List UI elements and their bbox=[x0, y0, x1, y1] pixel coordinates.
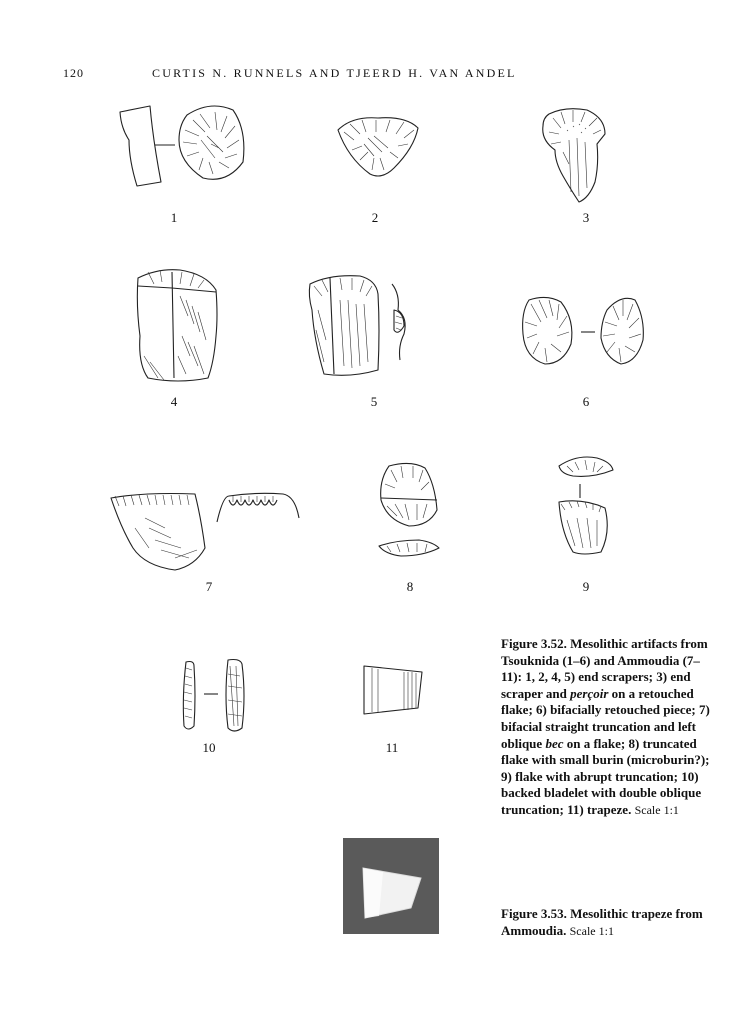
figure-3-53-caption bbox=[501, 906, 711, 939]
artifact-9-drawing bbox=[553, 452, 618, 562]
caption-italic-percoir: perçoir bbox=[570, 685, 609, 701]
artifact-11-label: 11 bbox=[385, 740, 399, 755]
artifact-9-label: 9 bbox=[582, 579, 590, 594]
caption-scale: Scale 1:1 bbox=[634, 802, 679, 817]
caption-353-scale: Scale 1:1 bbox=[569, 923, 614, 938]
trapeze-photo bbox=[343, 838, 439, 934]
page-number: 120 bbox=[63, 66, 84, 80]
artifact-7-label: 7 bbox=[205, 579, 213, 594]
artifact-5-label: 5 bbox=[370, 394, 378, 409]
artifact-2-label: 2 bbox=[371, 210, 379, 225]
caption-tail: on a retouched flake; 6) bifacially retouched piece; 7) bifacial straight truncation and left oblique bbox=[501, 685, 710, 751]
artifact-3-label: 3 bbox=[582, 210, 590, 225]
artifact-6-drawing bbox=[517, 292, 657, 372]
artifact-8-label: 8 bbox=[406, 579, 414, 594]
caption-italic-bec: bec bbox=[545, 735, 564, 751]
figure-3-52-caption bbox=[501, 636, 711, 819]
artifact-10-label: 10 bbox=[202, 740, 216, 755]
artifact-4-drawing bbox=[128, 266, 228, 386]
caption-353-text: Figure 3.53. Mesolithic trapeze from Ammoudia. bbox=[501, 906, 703, 938]
artifact-1-drawing bbox=[115, 100, 275, 195]
artifact-5-drawing bbox=[300, 270, 420, 385]
artifact-8-drawing bbox=[373, 460, 453, 562]
caption-end: on a flake; 8) truncated flake with small burin (microburin?); 9) flake with abrupt truncation; 10) backed bladelet with double oblique truncation; 11) trapeze. bbox=[501, 735, 710, 817]
running-header-authors: CURTIS N. RUNNELS AND TJEERD H. VAN ANDEL bbox=[152, 66, 517, 80]
artifact-11-drawing bbox=[360, 662, 425, 717]
artifact-3-drawing bbox=[535, 104, 615, 204]
artifact-2-drawing bbox=[330, 112, 425, 184]
artifact-1-label: 1 bbox=[170, 210, 178, 225]
artifact-7-drawing bbox=[105, 488, 310, 578]
trapeze-photo-object bbox=[343, 838, 439, 934]
artifact-10-drawing bbox=[178, 656, 258, 736]
artifact-6-label: 6 bbox=[582, 394, 590, 409]
artifact-4-label: 4 bbox=[170, 394, 178, 409]
caption-lead: Figure 3.52. Mesolithic artifacts from Tsouknida (1–6) and Ammoudia (7–11): 1, 2, 4, 5) end scrapers; 3) end scraper and bbox=[501, 636, 708, 701]
